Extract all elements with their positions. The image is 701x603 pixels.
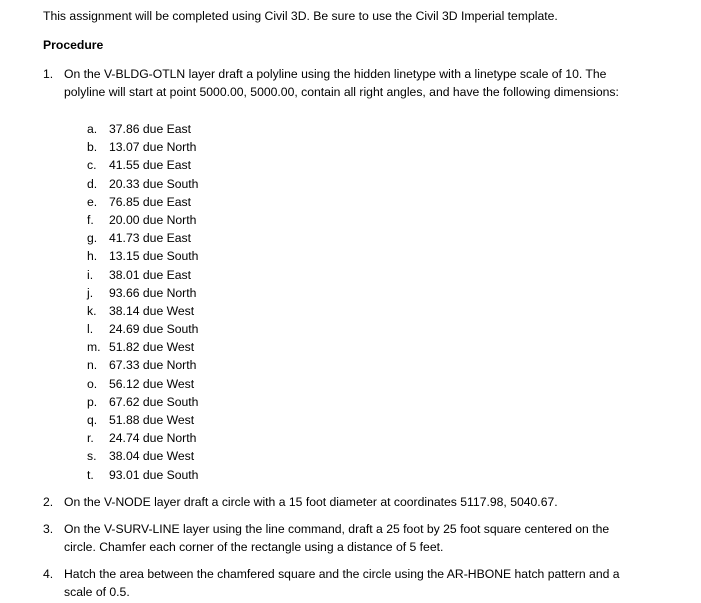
item-letter: c. <box>87 158 97 173</box>
item-letter: s. <box>87 449 97 464</box>
item-letter: j. <box>87 285 94 300</box>
step-text: On the V-SURV-LINE layer using the line command, draft a 25 foot by 25 foot square centered on the circle. Chamfer each corner of the rectangle using a distance of 5 feet. <box>64 522 610 554</box>
item-letter: q. <box>87 413 98 427</box>
item-letter: b. <box>87 140 98 155</box>
item-letter: d. <box>87 176 98 191</box>
intro-text: This assignment will be completed using Civil 3D. Be sure to use the Civil 3D Imperial template. <box>43 9 558 23</box>
procedure-heading: Procedure <box>43 38 104 52</box>
item-letter: h. <box>87 249 98 264</box>
item-text: 93.66 due North <box>109 285 197 300</box>
item-text: 38.04 due West <box>109 449 195 464</box>
item-text: 37.86 due East <box>109 122 191 136</box>
item-text: 24.74 due North <box>109 431 197 446</box>
step-text: Hatch the area between the chamfered square and the circle using the AR-HBONE hatch pattern and a scale of 0.5. <box>64 567 620 599</box>
item-text: 41.55 due East <box>109 158 191 173</box>
item-text: 67.33 due North <box>109 358 197 373</box>
item-text: 56.12 due West <box>109 376 195 391</box>
item-text: 38.14 due West <box>109 303 195 318</box>
item-letter: n. <box>87 358 98 373</box>
item-text: 38.01 due East <box>109 267 191 282</box>
step-number: 4. <box>43 567 54 581</box>
item-letter: e. <box>87 194 98 209</box>
item-letter: f. <box>87 212 94 227</box>
item-letter: m. <box>87 340 101 355</box>
step-text: On the V-BLDG-OTLN layer draft a polyline using the hidden linetype with a linetype scale of 10. The polyline will start at point 5000.00, 5000.00, contain all right angles, and have the following dimensions: <box>64 67 619 99</box>
item-text: 67.62 due South <box>109 394 199 409</box>
step-number: 3. <box>43 522 54 536</box>
item-letter: i. <box>87 267 94 282</box>
item-letter: a. <box>87 122 98 136</box>
step-number: 1. <box>43 67 54 81</box>
item-text: 51.82 due West <box>109 340 195 355</box>
item-letter: o. <box>87 376 98 391</box>
item-text: 24.69 due South <box>109 322 199 337</box>
item-letter: r. <box>87 431 94 446</box>
item-text: 41.73 due East <box>109 231 191 246</box>
item-text: 20.00 due North <box>109 212 197 227</box>
item-letter: k. <box>87 303 97 318</box>
item-letter: l. <box>87 322 94 337</box>
item-text: 13.15 due South <box>109 249 199 264</box>
step-number: 2. <box>43 495 54 509</box>
item-text: 76.85 due East <box>109 194 191 209</box>
item-text: 20.33 due South <box>109 176 199 191</box>
item-letter: g. <box>87 231 98 246</box>
item-letter: t. <box>87 467 94 482</box>
step-text: On the V-NODE layer draft a circle with a 15 foot diameter at coordinates 5117.98, 5040.67. <box>64 495 558 509</box>
item-text: 51.88 due West <box>109 413 195 427</box>
item-letter: p. <box>87 394 98 409</box>
item-text: 93.01 due South <box>109 467 199 482</box>
item-text: 13.07 due North <box>109 140 197 155</box>
